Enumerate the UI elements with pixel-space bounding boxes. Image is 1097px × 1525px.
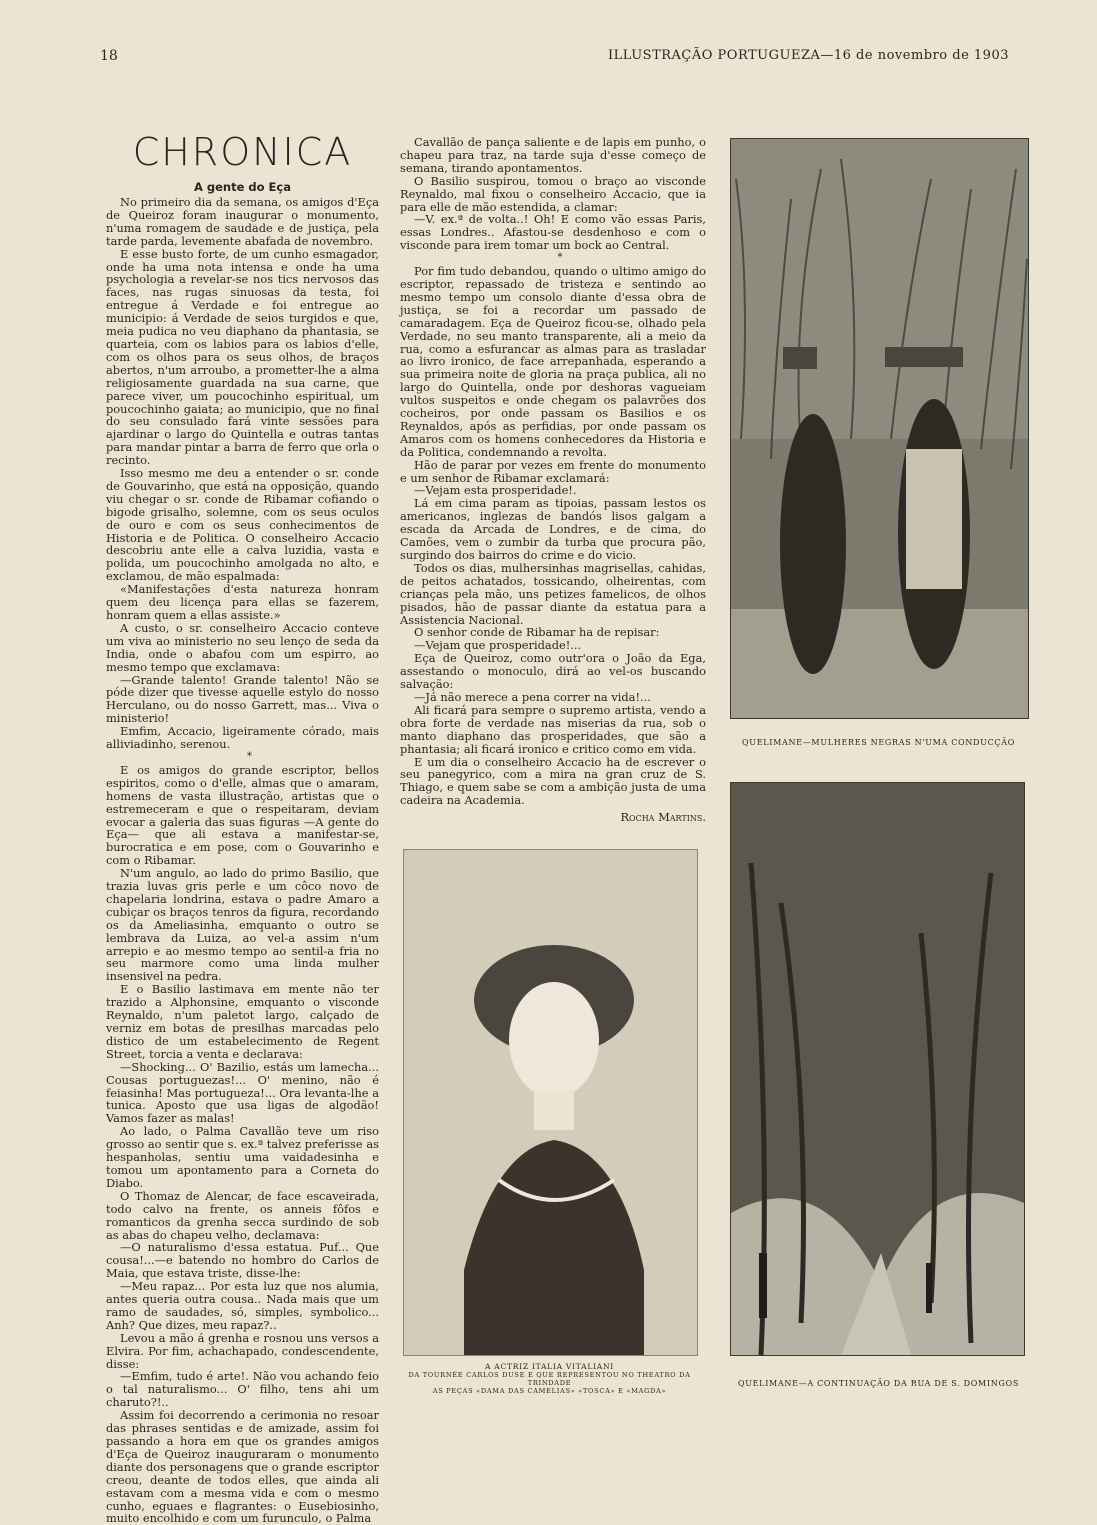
article-paragraph: Ali ficará para sempre o supremo artista, vendo a obra forte de verdade nas miserias da rua, sob o manto diaphano das prosperidades, que são a phantasia; ali ficará ironico e critico como em vida. bbox=[400, 702, 706, 756]
article-paragraph: Todos os dias, mulhersinhas magrisellas, cahidas, de peitos achatados, tossicando, olheirentas, com crianças pela mão, uns petizes famelicos, de olhos pisados, hão de passar diante da estatua para a Assistencia Nacional. bbox=[400, 560, 706, 627]
article-paragraph: «Manifestações d'esta natureza honram quem deu licença para ellas se fazerem, honram quem a ellas assiste.» bbox=[106, 582, 379, 622]
article-paragraph: Emfim, Accacio, ligeiramente córado, mais alliviadinho, serenou. bbox=[106, 724, 379, 752]
article-paragraph: E um dia o conselheiro Accacio ha de escrever o seu panegyrico, com a mira na gran cruz de S. Thiago, e quem sabe se com a ambição justa de uma cadeira na Academia. bbox=[400, 754, 706, 808]
article-subtitle: A gente do Eça bbox=[194, 180, 291, 194]
article-paragraph: —Já não merece a pena correr na vida!... bbox=[414, 689, 651, 704]
page-number: 18 bbox=[100, 48, 118, 64]
article-paragraph: Isso mesmo me deu a entender o sr. conde de Gouvarinho, que está na opposição, quando viu chegar o sr. conde de Ribamar cofiando o bigode grisalho, solemne, com os seus oculos de ouro e com os seus conhecimentos de Historia e de Politica. O conselheiro Accacio descobriu ante elle a calva luzidia, vasta e polida, um poucochinho amolgada no alto, e exclamou, de mão espalmada: bbox=[106, 466, 379, 584]
article-paragraph: O Thomaz de Alencar, de face escaveirada, todo calvo na frente, os anneis fôfos e romanticos da grenha secca surdindo de sob as abas do chapeu velho, declamava: bbox=[106, 1188, 379, 1242]
article-paragraph: Lá em cima param as tipoias, passam lestos os americanos, inglezas de bandós lisos galgam a escada da Arcada de Londres, e de cima, do Camões, vem o zumbir da turba que procura pão, surgindo dos bairros do crime e do vicio. bbox=[400, 496, 706, 562]
article-paragraph: Hão de parar por vezes em frente do monumento e um senhor de Ribamar exclamará: bbox=[400, 457, 706, 485]
caption-actress bbox=[403, 1362, 696, 1395]
article-column-1 bbox=[106, 195, 379, 1525]
article-paragraph: Eça de Queiroz, como outr'ora o João da Ega, assestando o monoculo, dirá ao vel-os buscando salvação: bbox=[400, 651, 706, 692]
article-paragraph: O senhor conde de Ribamar ha de repisar: bbox=[414, 625, 660, 640]
article-paragraph: N'um angulo, ao lado do primo Basilio, que trazia luvas gris perle e um côco novo de chapelaria londrina, estava o padre Amaro a cubiçar os braços tenros da figura, recordando os da Ameliasinha, emquanto o outro se lembrava da Luiza, ao vel-a assim n'um arrepio e ao mesmo tempo ao sentil-a fria no seu marmore como uma linda mulher insensivel na pedra. bbox=[106, 866, 379, 984]
article-paragraph: E o Basilio lastimava em mente não ter trazido a Alphonsine, emquanto o visconde Reynaldo, n'um paletot largo, calçado de verniz em botas de presilhas marcadas pelo distico de um estabelecimento de Regent Street, torcia a venta e declarava: bbox=[106, 982, 379, 1061]
running-title: ILLUSTRAÇÃO PORTUGUEZA—16 de novembro de 1903 bbox=[608, 48, 1009, 63]
photo-quelimane-women bbox=[730, 138, 1029, 719]
article-paragraph: No primeiro dia da semana, os amigos d'Eça de Queiroz foram inaugurar o monumento, n'uma romagem de saudade e de justiça, pela tarde parda, levemente abafada de novembro. bbox=[106, 195, 379, 248]
article-paragraph: E os amigos do grande escriptor, bellos espiritos, como o d'elle, almas que o amaram, homens de vasta illustração, artistas que o estremeceram e que o respeitaram, deviam evocar a galeria das suas figuras —A gente do Eça— que ali estava a manifestar-se, burocratica e em pose, com o Gouvarinho e com o Ribamar. bbox=[106, 762, 379, 868]
article-paragraph: —Shocking... O' Bazilio, estás um lamecha... Cousas portuguezas!... O' menino, não é feiasinha! Mas portugueza!... Ora levanta-lhe a tunica. Aposto que usa ligas de algodão! Vamos fazer as malas! bbox=[106, 1059, 379, 1126]
article-paragraph: A custo, o sr. conselheiro Accacio conteve um viva ao ministerio no seu lenço de seda da India, onde o abafou com um espirro, ao mesmo tempo que exclamava: bbox=[106, 620, 379, 674]
article-paragraph: Ao lado, o Palma Cavallão teve um riso grosso ao sentir que s. ex.ª talvez preferisse as hespanholas, sentiu uma vaidadesinha e tomou um apontamento para a Corneta do Diabo. bbox=[106, 1124, 379, 1190]
caption-quelimane-women: QUELIMANE—MULHERES NEGRAS N'UMA CONDUCÇÃO bbox=[742, 738, 1015, 747]
section-separator: * bbox=[247, 750, 252, 762]
article-signature: Rocha Martins. bbox=[620, 810, 706, 825]
article-paragraph: —Vejam que prosperidade!... bbox=[414, 638, 582, 653]
photo-quelimane-street bbox=[730, 782, 1025, 1356]
article-paragraph: Por fim tudo debandou, quando o ultimo amigo do escriptor, repassado de tristeza e sentindo ao mesmo tempo um consolo diante d'essa obra de justiça, se foi a recordar um passado de camaradagem. Eça de Queiroz ficou-se, olhado pela Verdade, no seu manto transparente, ali a meio da rua, como a esfurancar as almas para as trasladar ao livro ironico, de face arrepanhada, esperando a sua primeira noite de gloria na praça publica, ali no largo do Quintella, onde por deshoras vagueiam vultos suspeitos e onde chegam os palavrões dos cocheiros, por onde passam os Basilios e os Reynaldos, após as perfidias, por onde passam os Amaros com os homens conhecedores da Historia e da Politica, condemnando a revolta. bbox=[400, 264, 706, 459]
article-paragraph: Assim foi decorrendo a cerimonia no resoar das phrases sentidas e de amizade, assim foi passando a hora em que os grandes amigos d'Eça de Queiroz inauguraram o monumento diante dos personagens que o grande escriptor creou, deante de todos elles, que ainda ali estavam com a mesma vida e com o mesmo cunho, eguaes e flagrantes: o Eusebiosinho, muito encolhido e com um furunculo, o Palma bbox=[106, 1408, 379, 1525]
article-paragraph: —Vejam esta prosperidade!. bbox=[414, 483, 577, 498]
article-paragraph: Levou a mão á grenha e rosnou uns versos a Elvira. Por fim, achachapado, condescendente, disse: bbox=[106, 1330, 379, 1371]
caption-actress-name: A ACTRIZ ITALIA VITALIANI bbox=[484, 1362, 615, 1371]
photo-actress bbox=[403, 849, 698, 1356]
article-paragraph: —Grande talento! Grande talento! Não se póde dizer que tivesse aquelle estylo do nosso Herculano, ou do nosso Garrett, mas... Viva o ministerio! bbox=[106, 672, 379, 726]
article-paragraph: E esse busto forte, de um cunho esmagador, onde ha uma nota intensa e onde ha uma psychologia a revelar-se nos tics nervosos das faces, nas rugas sinuosas da testa, foi entregue á Verdade e foi entregue ao municipio: á Verdade de seios turgidos e que, meia pudica no veu diaphano da phantasia, se quarteia, com os labios para os labios d'elle, com os olhos para os seus olhos, de braços abertos, n'um arroubo, a prometter-lhe a alma religiosamente guardada na sua carne, que parece viver, um poucochinho espiritual, um poucochinho gaiata; ao municipio, que no final do seu consulado fará vinte sessões para ajardinar o largo do Quintella e outras tantas para mandar pintar a barra de ferro que orla o recinto. bbox=[106, 246, 379, 468]
section-separator: * bbox=[557, 252, 563, 264]
caption-actress-tour: DA TOURNÉE CARLOS DUSE E QUE REPRESENTOU NO THEATRO DA TRINDADE bbox=[408, 1371, 691, 1387]
caption-actress-plays: AS PEÇAS «DAMA DAS CAMELIAS» «TOSCA» E «MAGDA» bbox=[432, 1387, 667, 1395]
article-column-2 bbox=[400, 136, 706, 836]
article-paragraph: —O naturalismo d'essa estatua. Puf... Que cousa!...—e batendo no hombro do Carlos de Maia, que estava triste, disse-lhe: bbox=[106, 1240, 379, 1281]
caption-quelimane-street: QUELIMANE—A CONTINUAÇÃO DA RUA DE S. DOMINGOS bbox=[737, 1379, 1020, 1388]
article-title: CHRONICA bbox=[132, 130, 353, 174]
article-paragraph: Cavallão de pança saliente e de lapis em punho, o chapeu para traz, na tarde suja d'esse começo de semana, tirando apontamentos. bbox=[400, 135, 706, 175]
article-paragraph: —Emfim, tudo é arte!. Não vou achando feio o tal naturalismo... O' filho, tens ahi um charuto?!.. bbox=[106, 1369, 379, 1410]
article-paragraph: —V. ex.ª de volta..! Oh! E como vão essas Paris, essas Londres.. Afastou-se desdenhoso e com o visconde para irem tomar um bock ao Central. bbox=[400, 212, 706, 253]
article-paragraph: —Meu rapaz... Por esta luz que nos alumia, antes queria outra cousa.. Nada mais que um ramo de saudades, só, simples, symbolico... Anh? Que dizes, meu rapaz?.. bbox=[106, 1279, 379, 1332]
article-paragraph: O Basilio suspirou, tomou o braço ao visconde Reynaldo, mal fixou o conselheiro Accacio, que ia para elle de mão estendida, a clamar: bbox=[400, 173, 706, 214]
